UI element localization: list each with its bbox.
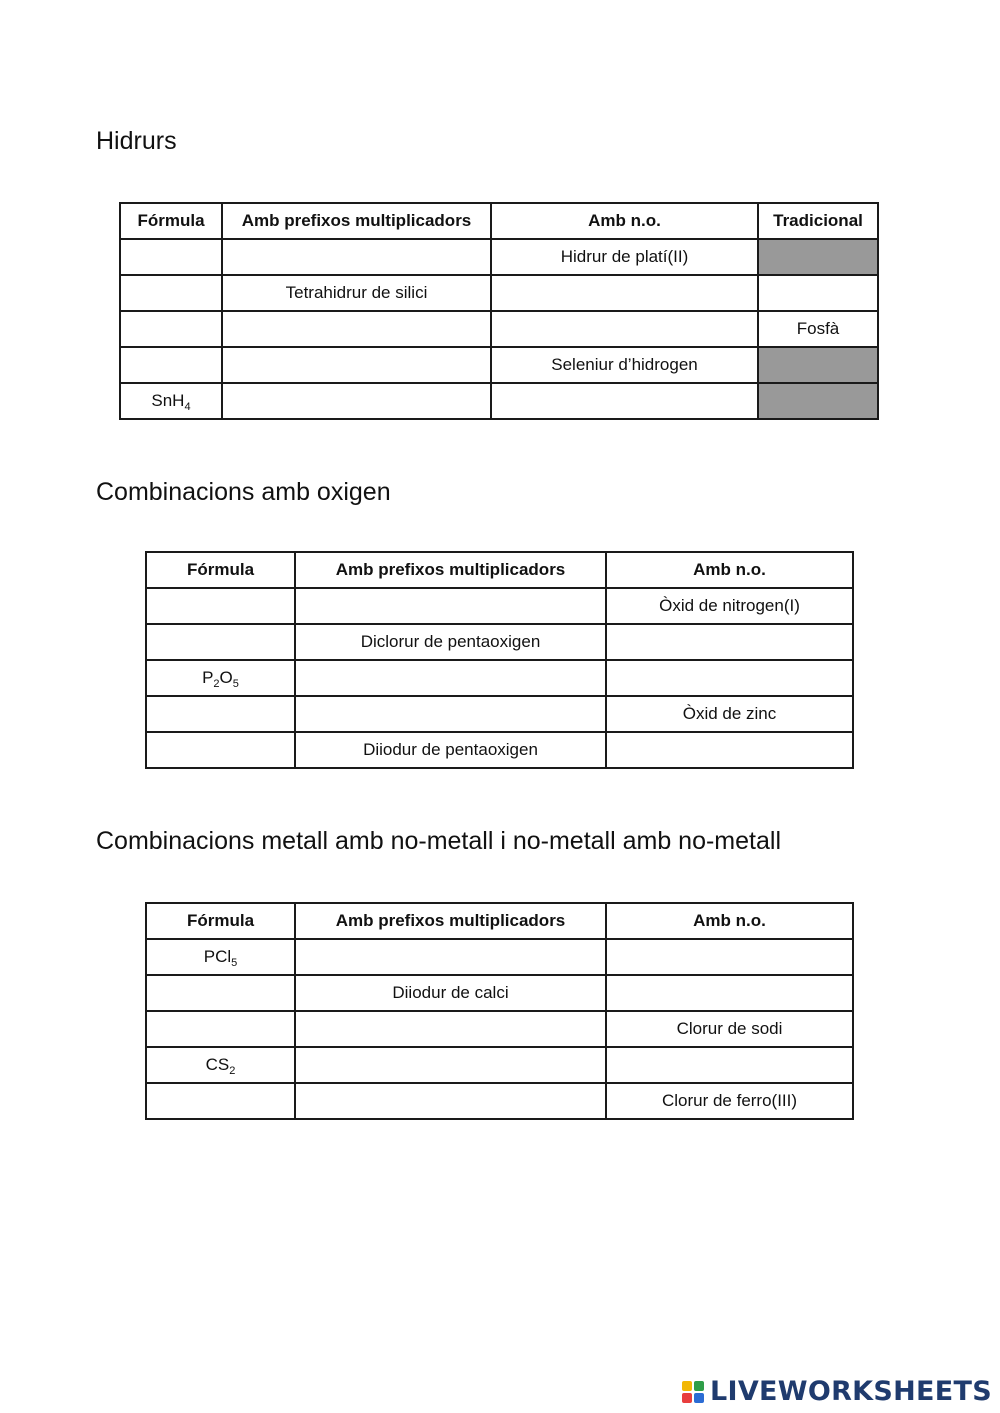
prefix-name-cell: Diiodur de pentaoxigen	[295, 732, 606, 768]
column-header: Fórmula	[120, 203, 222, 239]
section-title-hidrurs: Hidrurs	[96, 127, 177, 155]
column-header: Amb prefixos multiplicadors	[222, 203, 491, 239]
traditional-name-cell	[758, 239, 878, 275]
formula-cell[interactable]	[146, 732, 295, 768]
formula-cell[interactable]	[146, 1083, 295, 1119]
logo-square	[682, 1393, 692, 1403]
prefix-name-cell[interactable]	[295, 1083, 606, 1119]
liveworksheets-logo-icon	[682, 1381, 704, 1403]
oxidation-name-cell[interactable]	[491, 383, 758, 419]
column-header: Amb n.o.	[491, 203, 758, 239]
oxidation-name-cell[interactable]	[491, 275, 758, 311]
formula-cell[interactable]	[146, 588, 295, 624]
prefix-name-cell[interactable]	[222, 311, 491, 347]
oxidation-name-cell[interactable]	[606, 624, 853, 660]
table-row	[146, 732, 853, 768]
table-row	[146, 588, 853, 624]
table-row	[146, 660, 853, 696]
formula-cell[interactable]	[120, 239, 222, 275]
column-header: Amb n.o.	[606, 552, 853, 588]
table-row	[146, 696, 853, 732]
oxidation-name-cell: Clorur de ferro(III)	[606, 1083, 853, 1119]
formula-cell: $P_2O_5$	[146, 660, 295, 696]
logo-square	[694, 1393, 704, 1403]
formula-cell[interactable]	[120, 275, 222, 311]
table-row	[120, 347, 878, 383]
oxidation-name-cell: Seleniur d’hidrogen	[491, 347, 758, 383]
section-title-oxigen: Combinacions amb oxigen	[96, 478, 391, 506]
oxigen-table	[145, 551, 854, 769]
formula-cell: $CS_2$	[146, 1047, 295, 1083]
oxidation-name-cell[interactable]	[606, 732, 853, 768]
formula-cell: SnH$_4$	[120, 383, 222, 419]
traditional-name-cell: Fosfà	[758, 311, 878, 347]
formula-cell[interactable]	[120, 347, 222, 383]
formula-cell[interactable]	[146, 1011, 295, 1047]
metall-table	[145, 902, 854, 1120]
prefix-name-cell[interactable]	[222, 239, 491, 275]
prefix-name-cell[interactable]	[222, 383, 491, 419]
column-header: Tradicional	[758, 203, 878, 239]
prefix-name-cell[interactable]	[295, 1047, 606, 1083]
section-title-metall: Combinacions metall amb no-metall i no-metall amb no-metall	[96, 827, 781, 855]
prefix-name-cell[interactable]	[222, 347, 491, 383]
prefix-name-cell: Tetrahidrur de silici	[222, 275, 491, 311]
table-row	[146, 939, 853, 975]
prefix-name-cell[interactable]	[295, 660, 606, 696]
oxidation-name-cell[interactable]	[606, 975, 853, 1011]
formula-cell: PCl$_5$	[146, 939, 295, 975]
oxidation-name-cell[interactable]	[606, 1047, 853, 1083]
table-row	[146, 1047, 853, 1083]
prefix-name-cell[interactable]	[295, 696, 606, 732]
table-row	[120, 239, 878, 275]
hidrurs-table	[119, 202, 879, 420]
oxidation-name-cell: Clorur de sodi	[606, 1011, 853, 1047]
traditional-name-cell[interactable]	[758, 275, 878, 311]
prefix-name-cell[interactable]	[295, 588, 606, 624]
prefix-name-cell[interactable]	[295, 1011, 606, 1047]
header-row	[120, 203, 878, 239]
prefix-name-cell: Diiodur de calci	[295, 975, 606, 1011]
traditional-name-cell	[758, 347, 878, 383]
table-row	[146, 624, 853, 660]
column-header: Fórmula	[146, 903, 295, 939]
logo-square	[682, 1381, 692, 1391]
table-row	[146, 1011, 853, 1047]
formula-cell[interactable]	[146, 696, 295, 732]
oxidation-name-cell: Òxid de zinc	[606, 696, 853, 732]
column-header: Amb n.o.	[606, 903, 853, 939]
table-row	[146, 1083, 853, 1119]
traditional-name-cell	[758, 383, 878, 419]
oxidation-name-cell[interactable]	[606, 660, 853, 696]
column-header: Fórmula	[146, 552, 295, 588]
table-row	[146, 975, 853, 1011]
column-header: Amb prefixos multiplicadors	[295, 552, 606, 588]
logo-square	[694, 1381, 704, 1391]
prefix-name-cell: Diclorur de pentaoxigen	[295, 624, 606, 660]
table-row	[120, 275, 878, 311]
liveworksheets-logo	[682, 1378, 992, 1405]
oxidation-name-cell[interactable]	[606, 939, 853, 975]
oxidation-name-cell: Òxid de nitrogen(I)	[606, 588, 853, 624]
prefix-name-cell[interactable]	[295, 939, 606, 975]
formula-cell[interactable]	[146, 624, 295, 660]
formula-cell[interactable]	[146, 975, 295, 1011]
header-row	[146, 903, 853, 939]
header-row	[146, 552, 853, 588]
oxidation-name-cell[interactable]	[491, 311, 758, 347]
table-row	[120, 311, 878, 347]
formula-cell[interactable]	[120, 311, 222, 347]
oxidation-name-cell: Hidrur de platí(II)	[491, 239, 758, 275]
watermark-text: LIVEWORKSHEETS	[709, 1376, 992, 1407]
column-header: Amb prefixos multiplicadors	[295, 903, 606, 939]
table-row	[120, 383, 878, 419]
